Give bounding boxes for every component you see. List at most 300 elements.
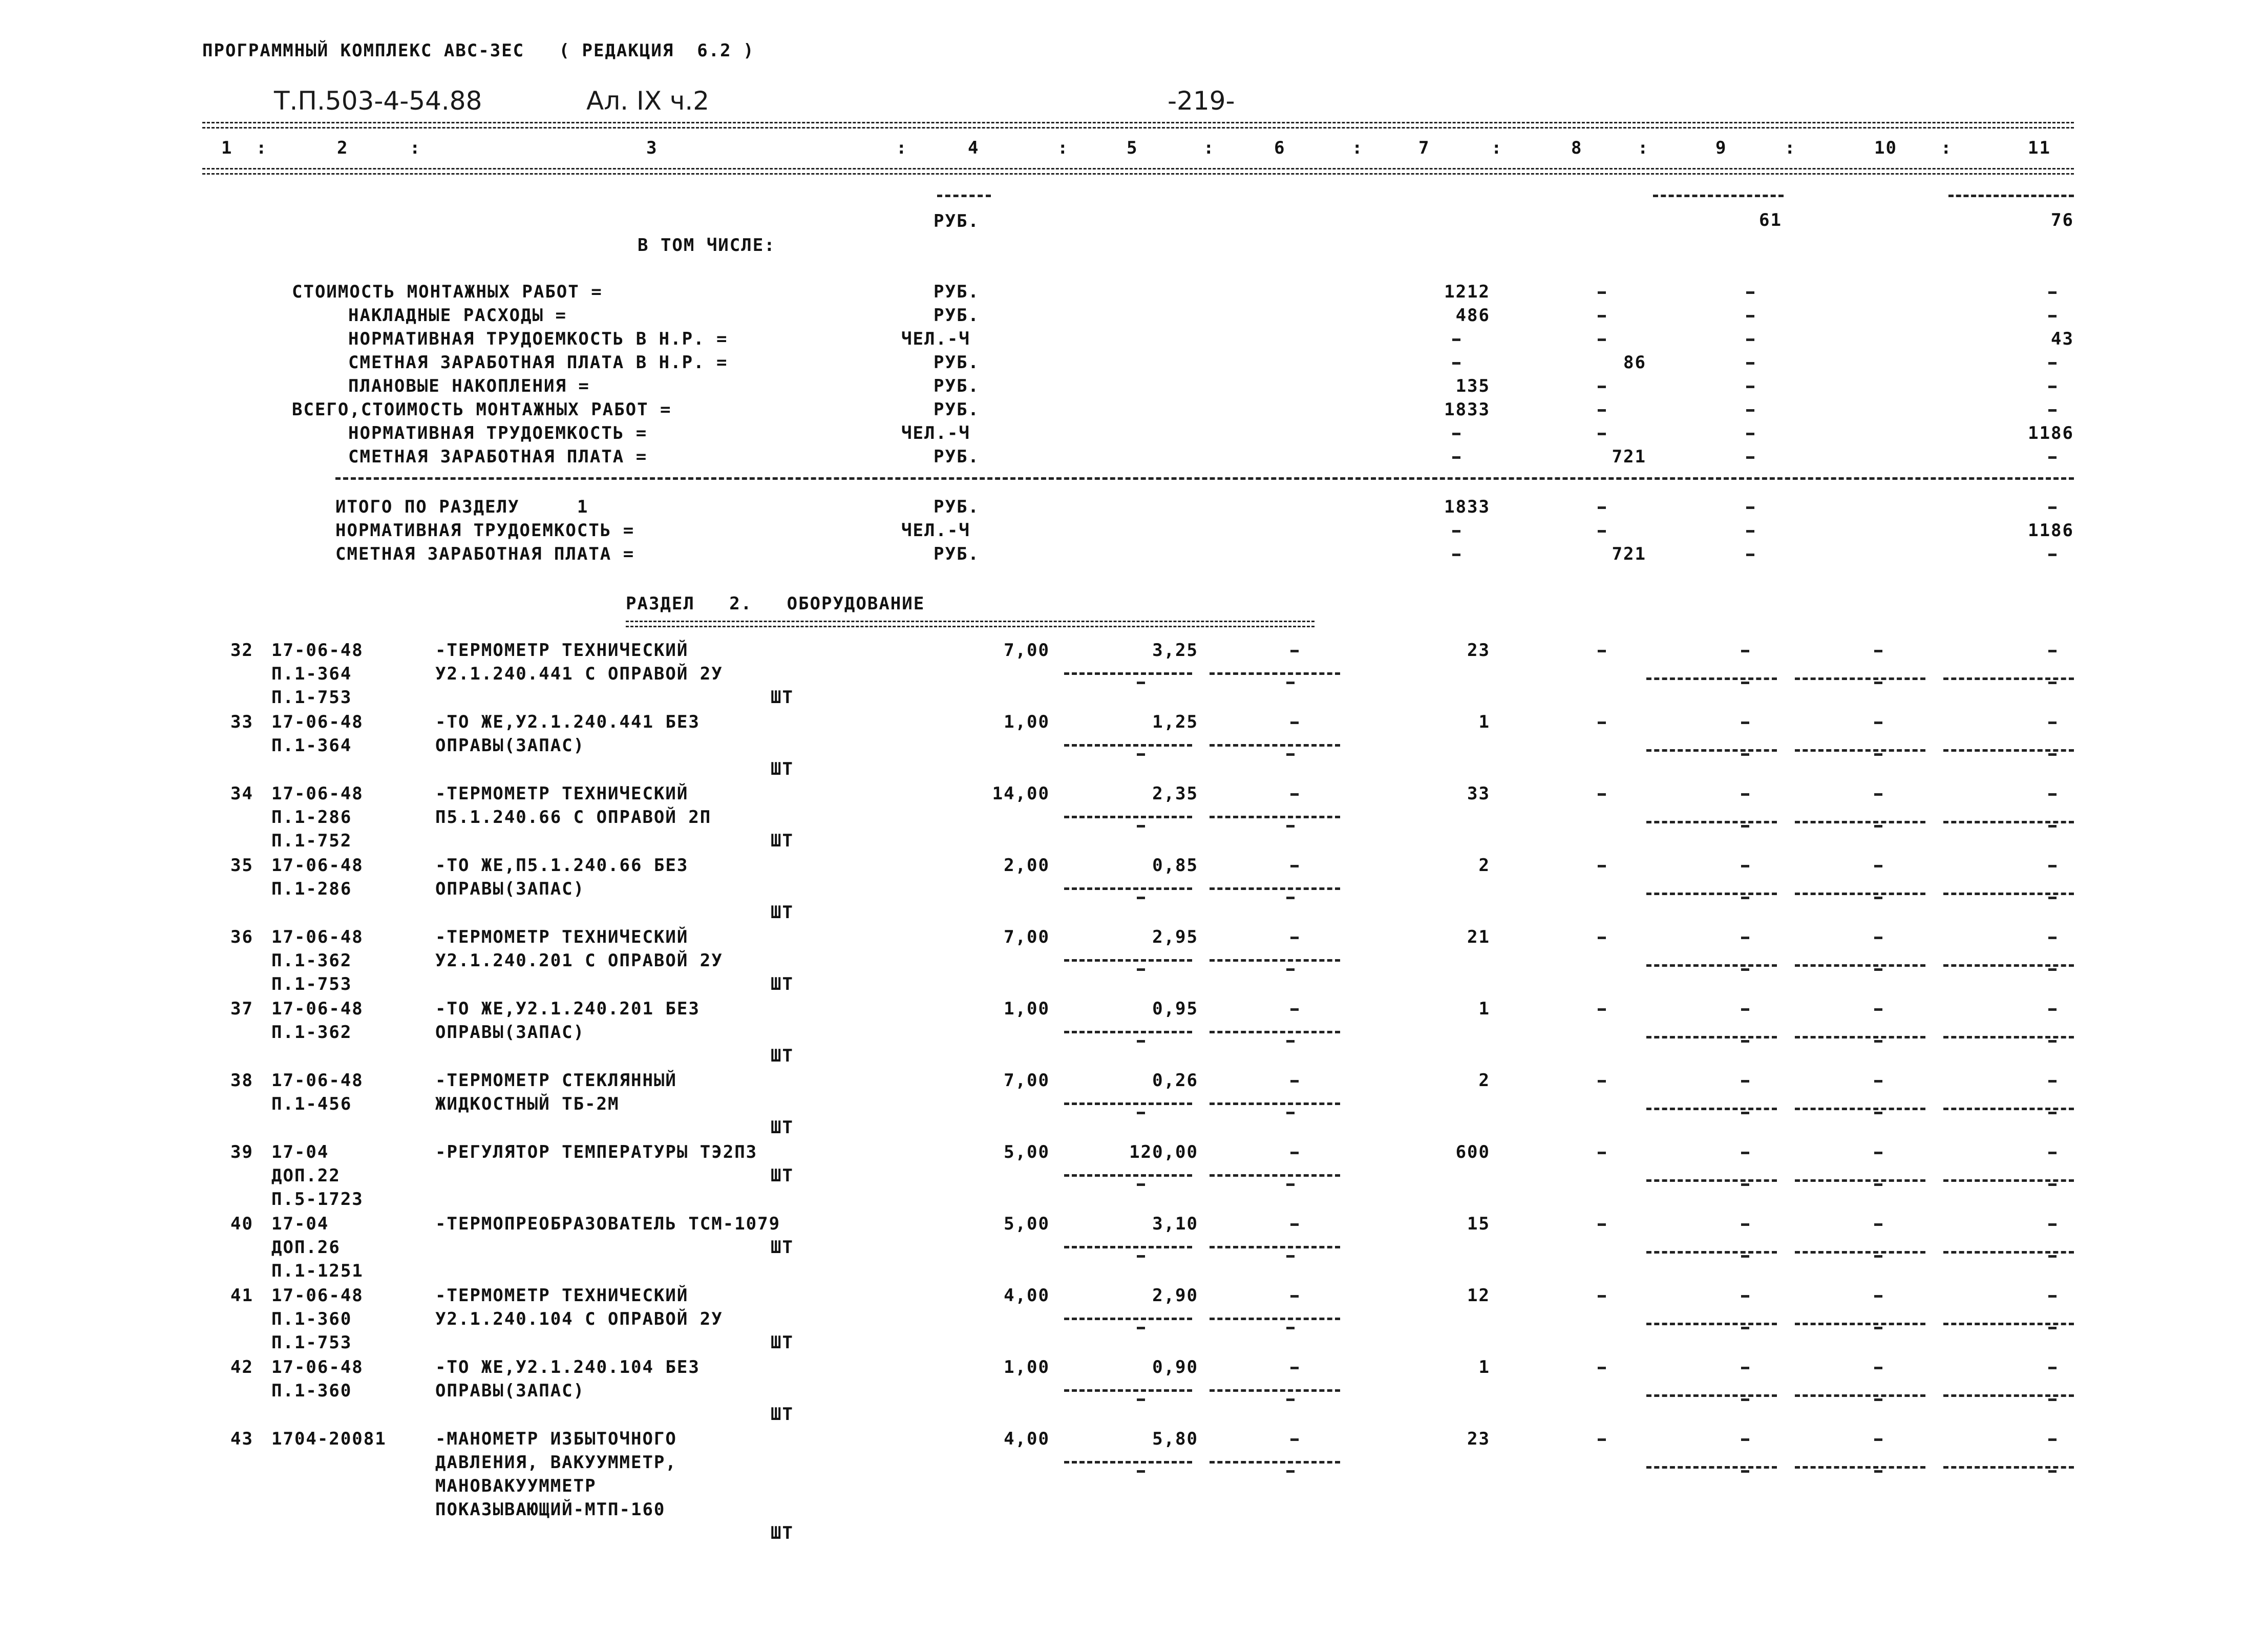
item-sub-col10-dash — [1874, 1183, 1882, 1186]
item-underline-col9 — [1646, 1251, 1777, 1254]
column-number-7: 7 — [1418, 138, 1430, 158]
item-underline-col9 — [1646, 677, 1777, 680]
item-underline-col6 — [1210, 959, 1340, 962]
item-cost: 23 — [1467, 1429, 1490, 1449]
item-number: 33 — [230, 712, 253, 732]
item-col10-dash — [1874, 1008, 1882, 1011]
item-code: П.1-752 — [271, 831, 352, 851]
summary-col11: 1186 — [2028, 423, 2074, 443]
item-sub-col9-dash — [1741, 1398, 1749, 1401]
item-sub-col10-dash — [1874, 1255, 1882, 1258]
summary-col9-dash — [1746, 456, 1754, 459]
item-underline-col10 — [1795, 1466, 1925, 1469]
summary-col7-dash — [1452, 362, 1460, 365]
item-underline-col6 — [1210, 1461, 1340, 1464]
section-total-col7-dash — [1452, 554, 1460, 556]
summary-unit: РУБ. — [934, 376, 980, 396]
item-number: 37 — [230, 999, 253, 1019]
item-code: П.1-286 — [271, 879, 352, 899]
item-col6-dash — [1290, 722, 1299, 724]
item-underline-col9 — [1646, 1394, 1777, 1397]
page-number: -219- — [1168, 86, 1235, 116]
item-code: П.1-456 — [271, 1094, 352, 1114]
item-col9-dash — [1741, 1152, 1749, 1154]
item-sub-col11-dash — [2048, 1040, 2057, 1043]
item-underline-col5 — [1064, 1389, 1192, 1392]
item-sub-col6-dash — [1286, 897, 1295, 899]
item-underline-col11 — [1943, 1251, 2074, 1254]
item-name: ОПРАВЫ(ЗАПАС) — [435, 1381, 585, 1401]
item-underline-col11 — [1943, 749, 2074, 752]
summary-label: СТОИМОСТЬ МОНТАЖНЫХ РАБОТ = — [292, 282, 603, 302]
item-sub-col10-dash — [1874, 1470, 1882, 1473]
total-underline-4 — [937, 195, 991, 197]
item-underline-col9 — [1646, 821, 1777, 823]
summary-col9-dash — [1746, 291, 1754, 294]
item-unit-price: 3,10 — [1152, 1214, 1198, 1234]
item-sub-col9-dash — [1741, 682, 1749, 684]
item-underline-col6 — [1210, 816, 1340, 818]
item-sub-col6-dash — [1286, 753, 1295, 756]
item-sub-col5-dash — [1137, 1183, 1145, 1186]
item-underline-col5 — [1064, 1461, 1192, 1464]
column-number-10: 10 — [1874, 138, 1897, 158]
item-code: 17-06-48 — [271, 712, 364, 732]
item-col6-dash — [1290, 865, 1299, 867]
item-col10-dash — [1874, 1295, 1882, 1298]
in-that-number-label: В ТОМ ЧИСЛЕ: — [638, 235, 776, 256]
item-code: ДОП.26 — [271, 1237, 341, 1258]
item-name: -МАНОМЕТР ИЗБЫТОЧНОГО — [435, 1429, 677, 1449]
item-sub-col9-dash — [1741, 1183, 1749, 1186]
item-col9-dash — [1741, 1295, 1749, 1298]
item-name: ОПРАВЫ(ЗАПАС) — [435, 735, 585, 756]
item-sub-col6-dash — [1286, 1398, 1295, 1401]
item-quantity: 7,00 — [1004, 1070, 1050, 1091]
item-col6-dash — [1290, 793, 1299, 796]
item-col10-dash — [1874, 1080, 1882, 1083]
item-code: П.5-1723 — [271, 1189, 364, 1210]
item-code: 17-04 — [271, 1142, 329, 1162]
column-separator-6: : — [1352, 138, 1364, 158]
column-separator-3: : — [896, 138, 908, 158]
summary-col11-dash — [2048, 386, 2057, 388]
summary-unit: РУБ. — [934, 305, 980, 326]
item-number: 43 — [230, 1429, 253, 1449]
item-underline-col6 — [1210, 1246, 1340, 1248]
item-underline-col9 — [1646, 749, 1777, 752]
column-number-6: 6 — [1274, 138, 1286, 158]
item-name: -ТО ЖЕ,У2.1.240.201 БЕЗ — [435, 999, 700, 1019]
item-col8-dash — [1598, 937, 1606, 939]
item-sub-col11-dash — [2048, 825, 2057, 828]
item-sub-col9-dash — [1741, 1112, 1749, 1114]
item-col9-dash — [1741, 1438, 1749, 1441]
item-sub-col6-dash — [1286, 968, 1295, 971]
item-unit: ШТ — [771, 1165, 794, 1186]
item-name: ОПРАВЫ(ЗАПАС) — [435, 879, 585, 899]
item-col8-dash — [1598, 1008, 1606, 1011]
section-total-col9-dash — [1746, 554, 1754, 556]
column-separator-5: : — [1203, 138, 1215, 158]
item-quantity: 7,00 — [1004, 640, 1050, 661]
summary-col8: 721 — [1612, 447, 1646, 467]
item-col11-dash — [2048, 1438, 2057, 1441]
summary-col8: 86 — [1623, 352, 1646, 373]
column-number-9: 9 — [1715, 138, 1727, 158]
item-number: 35 — [230, 855, 253, 876]
summary-col9-dash — [1746, 362, 1754, 365]
item-sub-col9-dash — [1741, 968, 1749, 971]
item-sub-col11-dash — [2048, 1112, 2057, 1114]
item-sub-col5-dash — [1137, 682, 1145, 684]
item-sub-col11-dash — [2048, 682, 2057, 684]
item-underline-col5 — [1064, 672, 1192, 675]
summary-col7: 486 — [1455, 305, 1490, 326]
item-code: П.1-364 — [271, 664, 352, 684]
album-label: Ал. IX ч.2 — [586, 86, 710, 116]
summary-col8-dash — [1598, 315, 1606, 317]
item-sub-col5-dash — [1137, 968, 1145, 971]
item-sub-col6-dash — [1286, 1255, 1295, 1258]
item-col10-dash — [1874, 1367, 1882, 1369]
item-sub-col10-dash — [1874, 968, 1882, 971]
summary-col11-dash — [2048, 315, 2057, 317]
summary-col7: 1212 — [1444, 282, 1490, 302]
item-col9-dash — [1741, 1223, 1749, 1226]
column-number-3: 3 — [646, 138, 658, 158]
summary-col7: 135 — [1455, 376, 1490, 396]
item-sub-col11-dash — [2048, 897, 2057, 899]
item-unit: ШТ — [771, 974, 794, 994]
item-col9-dash — [1741, 793, 1749, 796]
item-name: П5.1.240.66 С ОПРАВОЙ 2П — [435, 807, 712, 828]
item-cost: 2 — [1478, 1070, 1490, 1091]
item-underline-col10 — [1795, 1108, 1925, 1110]
item-col6-dash — [1290, 1152, 1299, 1154]
item-underline-col9 — [1646, 893, 1777, 895]
summary-col9-dash — [1746, 386, 1754, 388]
item-sub-col6-dash — [1286, 1327, 1295, 1329]
column-number-11: 11 — [2028, 138, 2051, 158]
total-underline-11 — [1948, 195, 2074, 197]
item-sub-col9-dash — [1741, 825, 1749, 828]
summary-col7: 1833 — [1444, 399, 1490, 420]
item-underline-col9 — [1646, 964, 1777, 967]
summary-unit: РУБ. — [934, 399, 980, 420]
item-col8-dash — [1598, 722, 1606, 724]
item-sub-col10-dash — [1874, 1112, 1882, 1114]
item-code: П.1-1251 — [271, 1261, 364, 1281]
summary-label: ВСЕГО,СТОИМОСТЬ МОНТАЖНЫХ РАБОТ = — [292, 399, 672, 420]
item-sub-col5-dash — [1137, 897, 1145, 899]
item-underline-col6 — [1210, 744, 1340, 747]
item-col10-dash — [1874, 793, 1882, 796]
doc-code: Т.П.503-4-54.88 — [274, 86, 482, 116]
item-sub-col10-dash — [1874, 897, 1882, 899]
item-sub-col9-dash — [1741, 753, 1749, 756]
summary-col7-dash — [1452, 456, 1460, 459]
section-total-unit: РУБ. — [934, 544, 980, 564]
item-name: -ТЕРМОМЕТР ТЕХНИЧЕСКИЙ — [435, 783, 689, 804]
item-underline-col6 — [1210, 887, 1340, 890]
column-separator-8: : — [1638, 138, 1649, 158]
item-code: П.1-362 — [271, 950, 352, 971]
item-code: 17-06-48 — [271, 1285, 364, 1306]
summary-col9-dash — [1746, 338, 1754, 341]
item-col8-dash — [1598, 1223, 1606, 1226]
item-col6-dash — [1290, 937, 1299, 939]
item-cost: 1 — [1478, 712, 1490, 732]
item-quantity: 5,00 — [1004, 1142, 1050, 1162]
item-quantity: 2,00 — [1004, 855, 1050, 876]
item-name: ДАВЛЕНИЯ, ВАКУУММЕТР, — [435, 1452, 677, 1473]
item-number: 36 — [230, 927, 253, 947]
item-code: 17-06-48 — [271, 640, 364, 661]
item-sub-col5-dash — [1137, 1398, 1145, 1401]
summary-unit: РУБ. — [934, 447, 980, 467]
item-col8-dash — [1598, 1080, 1606, 1083]
item-col11-dash — [2048, 1367, 2057, 1369]
item-code: ДОП.22 — [271, 1165, 341, 1186]
section-total-col8-dash — [1598, 530, 1606, 533]
item-col11-dash — [2048, 1223, 2057, 1226]
item-col11-dash — [2048, 722, 2057, 724]
item-name: -ТО ЖЕ,У2.1.240.104 БЕЗ — [435, 1357, 700, 1377]
section-total-col8: 721 — [1612, 544, 1646, 564]
item-number: 39 — [230, 1142, 253, 1162]
item-unit: ШТ — [771, 1237, 794, 1258]
item-underline-col10 — [1795, 893, 1925, 895]
summary-col11-dash — [2048, 362, 2057, 365]
item-unit-price: 0,90 — [1152, 1357, 1198, 1377]
summary-col9-dash — [1746, 409, 1754, 412]
item-sub-col9-dash — [1741, 897, 1749, 899]
item-col8-dash — [1598, 1438, 1606, 1441]
item-code: П.1-753 — [271, 1332, 352, 1353]
item-underline-col9 — [1646, 1036, 1777, 1038]
summary-col8-dash — [1598, 386, 1606, 388]
item-name: ОПРАВЫ(ЗАПАС) — [435, 1022, 585, 1043]
item-sub-col11-dash — [2048, 1255, 2057, 1258]
section-total-col7: 1833 — [1444, 497, 1490, 517]
item-sub-col11-dash — [2048, 968, 2057, 971]
summary-col11-dash — [2048, 456, 2057, 459]
item-underline-col11 — [1943, 893, 2074, 895]
section-total-col9-dash — [1746, 506, 1754, 509]
item-underline-col11 — [1943, 1108, 2074, 1110]
item-col9-dash — [1741, 865, 1749, 867]
item-col6-dash — [1290, 1223, 1299, 1226]
column-separator-9: : — [1785, 138, 1796, 158]
item-number: 38 — [230, 1070, 253, 1091]
total-col9: 61 — [1759, 210, 1782, 230]
item-underline-col6 — [1210, 1318, 1340, 1320]
item-unit: ШТ — [771, 902, 794, 923]
item-cost: 23 — [1467, 640, 1490, 661]
item-underline-col10 — [1795, 1036, 1925, 1038]
item-col6-dash — [1290, 1295, 1299, 1298]
item-quantity: 7,00 — [1004, 927, 1050, 947]
section-total-label: НОРМАТИВНАЯ ТРУДОЕМКОСТЬ = — [335, 520, 635, 541]
item-name: -РЕГУЛЯТОР ТЕМПЕРАТУРЫ ТЭ2П3 — [435, 1142, 758, 1162]
item-name: -ТЕРМОМЕТР ТЕХНИЧЕСКИЙ — [435, 927, 689, 947]
program-header: ПРОГРАММНЫЙ КОМПЛЕКС АВС-ЗЕС ( РЕДАКЦИЯ 6.2 ) — [202, 40, 755, 61]
item-col8-dash — [1598, 865, 1606, 867]
item-cost: 15 — [1467, 1214, 1490, 1234]
item-name: У2.1.240.441 С ОПРАВОЙ 2У — [435, 664, 723, 684]
item-underline-col5 — [1064, 887, 1192, 890]
item-col6-dash — [1290, 1438, 1299, 1441]
item-sub-col9-dash — [1741, 1040, 1749, 1043]
section-total-label: ИТОГО ПО РАЗДЕЛУ 1 — [335, 497, 589, 517]
item-code: 17-06-48 — [271, 1070, 364, 1091]
item-sub-col11-dash — [2048, 1327, 2057, 1329]
item-underline-col11 — [1943, 1179, 2074, 1182]
summary-label: ПЛАНОВЫЕ НАКОПЛЕНИЯ = — [348, 376, 590, 396]
item-underline-col6 — [1210, 672, 1340, 675]
item-col11-dash — [2048, 937, 2057, 939]
item-underline-col10 — [1795, 1323, 1925, 1325]
item-sub-col6-dash — [1286, 1112, 1295, 1114]
item-sub-col6-dash — [1286, 1470, 1295, 1473]
item-sub-col5-dash — [1137, 1112, 1145, 1114]
item-col11-dash — [2048, 1295, 2057, 1298]
item-cost: 2 — [1478, 855, 1490, 876]
item-underline-col9 — [1646, 1466, 1777, 1469]
item-col10-dash — [1874, 722, 1882, 724]
total-col11: 76 — [2051, 210, 2074, 230]
item-col11-dash — [2048, 650, 2057, 652]
item-sub-col9-dash — [1741, 1255, 1749, 1258]
item-unit-price: 120,00 — [1129, 1142, 1198, 1162]
item-name: У2.1.240.104 С ОПРАВОЙ 2У — [435, 1309, 723, 1329]
section-total-col11-dash — [2048, 554, 2057, 556]
summary-col11-dash — [2048, 291, 2057, 294]
item-underline-col11 — [1943, 1466, 2074, 1469]
item-unit-price: 1,25 — [1152, 712, 1198, 732]
item-unit: ШТ — [771, 1046, 794, 1066]
item-col11-dash — [2048, 865, 2057, 867]
item-col10-dash — [1874, 1152, 1882, 1154]
item-quantity: 1,00 — [1004, 999, 1050, 1019]
item-code: 17-04 — [271, 1214, 329, 1234]
item-sub-col11-dash — [2048, 753, 2057, 756]
item-code: П.1-360 — [271, 1309, 352, 1329]
item-col8-dash — [1598, 1295, 1606, 1298]
summary-unit: ЧЕЛ.-Ч — [901, 423, 970, 443]
item-unit: ШТ — [771, 759, 794, 779]
item-sub-col11-dash — [2048, 1398, 2057, 1401]
item-code: 17-06-48 — [271, 1357, 364, 1377]
summary-col9-dash — [1746, 433, 1754, 435]
summary-col8-dash — [1598, 409, 1606, 412]
item-sub-col5-dash — [1137, 1327, 1145, 1329]
item-unit-price: 0,85 — [1152, 855, 1198, 876]
item-name: -ТО ЖЕ,П5.1.240.66 БЕЗ — [435, 855, 689, 876]
item-unit-price: 0,95 — [1152, 999, 1198, 1019]
item-unit: ШТ — [771, 1523, 794, 1543]
summary-label: СМЕТНАЯ ЗАРАБОТНАЯ ПЛАТА В Н.Р. = — [348, 352, 728, 373]
item-col9-dash — [1741, 1367, 1749, 1369]
column-separator-2: : — [410, 138, 421, 158]
item-cost: 12 — [1467, 1285, 1490, 1306]
total-underline-9 — [1653, 195, 1784, 197]
item-underline-col11 — [1943, 1323, 2074, 1325]
item-underline-col11 — [1943, 964, 2074, 967]
item-name: -ТЕРМОПРЕОБРАЗОВАТЕЛЬ ТСМ-1079 — [435, 1214, 781, 1234]
item-unit: ШТ — [771, 831, 794, 851]
column-separator-7: : — [1491, 138, 1503, 158]
item-sub-col5-dash — [1137, 1470, 1145, 1473]
item-underline-col5 — [1064, 1031, 1192, 1033]
item-unit-price: 2,90 — [1152, 1285, 1198, 1306]
item-number: 40 — [230, 1214, 253, 1234]
item-col6-dash — [1290, 650, 1299, 652]
item-code: 1704-20081 — [271, 1429, 387, 1449]
item-code: 17-06-48 — [271, 927, 364, 947]
item-col10-dash — [1874, 650, 1882, 652]
item-cost: 600 — [1455, 1142, 1490, 1162]
item-col8-dash — [1598, 650, 1606, 652]
summary-unit: ЧЕЛ.-Ч — [901, 329, 970, 349]
item-underline-col10 — [1795, 821, 1925, 823]
section-total-unit: РУБ. — [934, 497, 980, 517]
section-total-col11: 1186 — [2028, 520, 2074, 541]
item-number: 42 — [230, 1357, 253, 1377]
item-name: У2.1.240.201 С ОПРАВОЙ 2У — [435, 950, 723, 971]
item-underline-col11 — [1943, 821, 2074, 823]
summary-col11-dash — [2048, 409, 2057, 412]
item-col11-dash — [2048, 1152, 2057, 1154]
column-number-2: 2 — [337, 138, 349, 158]
summary-label: СМЕТНАЯ ЗАРАБОТНАЯ ПЛАТА = — [348, 447, 648, 467]
item-name: ПОКАЗЫВАЮЩИЙ-МТП-160 — [435, 1499, 666, 1520]
item-quantity: 4,00 — [1004, 1429, 1050, 1449]
summary-col8-dash — [1598, 433, 1606, 435]
item-sub-col10-dash — [1874, 682, 1882, 684]
item-col10-dash — [1874, 937, 1882, 939]
section-total-unit: ЧЕЛ.-Ч — [901, 520, 970, 541]
item-unit: ШТ — [771, 1117, 794, 1138]
item-sub-col6-dash — [1286, 1040, 1295, 1043]
item-name: -ТЕРМОМЕТР СТЕКЛЯННЫЙ — [435, 1070, 677, 1091]
item-cost: 21 — [1467, 927, 1490, 947]
section-total-label: СМЕТНАЯ ЗАРАБОТНАЯ ПЛАТА = — [335, 544, 635, 564]
summary-col8-dash — [1598, 291, 1606, 294]
item-name: МАНОВАКУУММЕТР — [435, 1476, 597, 1496]
item-unit-price: 2,95 — [1152, 927, 1198, 947]
item-col6-dash — [1290, 1367, 1299, 1369]
section-total-col11-dash — [2048, 506, 2057, 509]
item-quantity: 1,00 — [1004, 712, 1050, 732]
item-sub-col10-dash — [1874, 753, 1882, 756]
section-total-col9-dash — [1746, 530, 1754, 533]
item-underline-col5 — [1064, 816, 1192, 818]
item-col11-dash — [2048, 1008, 2057, 1011]
summary-col7-dash — [1452, 338, 1460, 341]
item-code: П.1-364 — [271, 735, 352, 756]
item-unit: ШТ — [771, 687, 794, 708]
summary-label: НОРМАТИВНАЯ ТРУДОЕМКОСТЬ В Н.Р. = — [348, 329, 728, 349]
item-code: 17-06-48 — [271, 999, 364, 1019]
item-underline-col5 — [1064, 959, 1192, 962]
item-underline-col6 — [1210, 1031, 1340, 1033]
summary-label: НАКЛАДНЫЕ РАСХОДЫ = — [348, 305, 567, 326]
item-sub-col11-dash — [2048, 1470, 2057, 1473]
item-cost: 1 — [1478, 999, 1490, 1019]
summary-unit: РУБ. — [934, 352, 980, 373]
